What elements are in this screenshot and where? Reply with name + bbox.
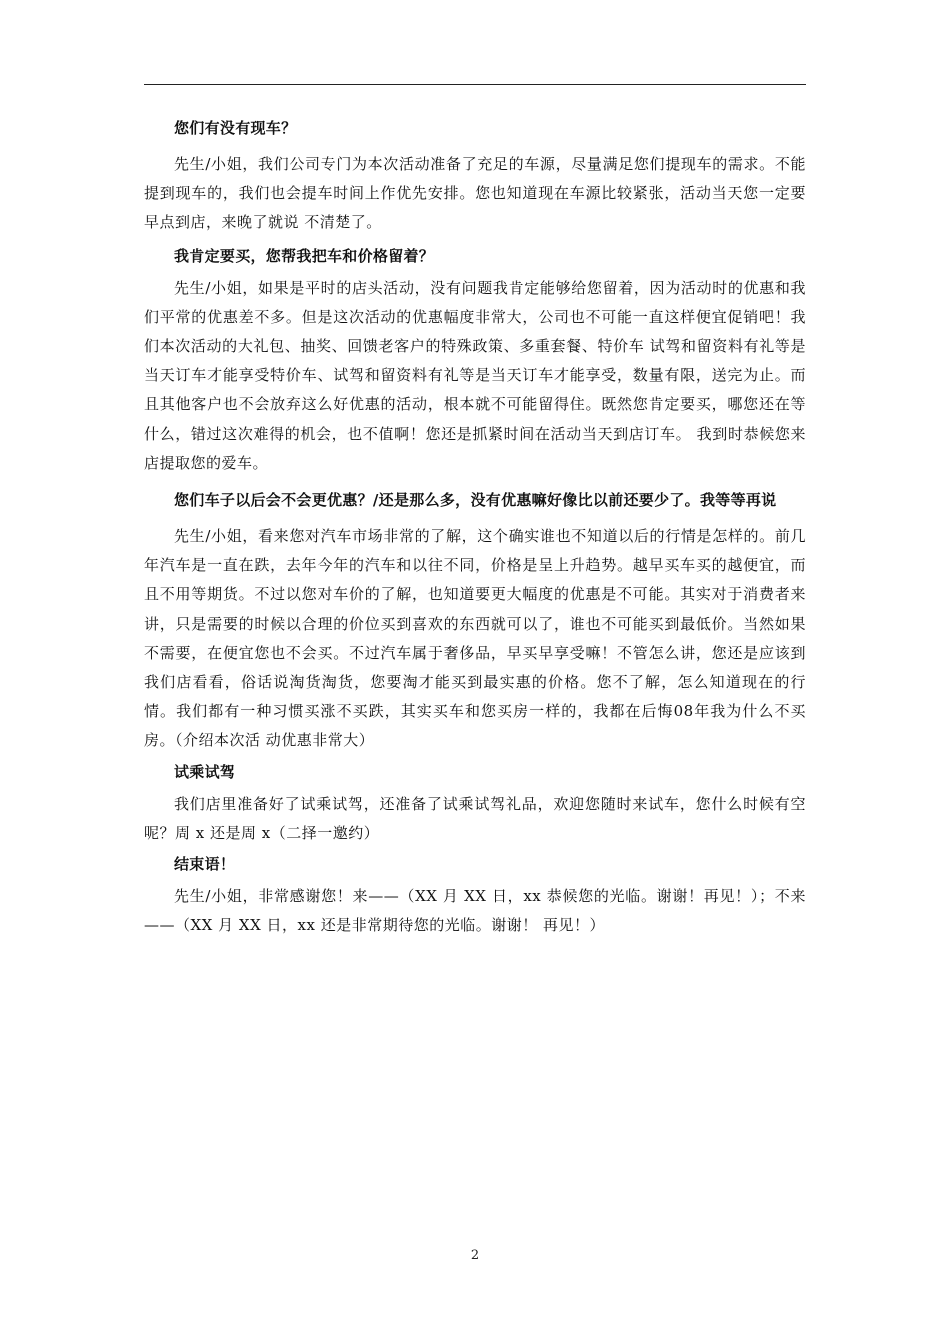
section-paragraph: 先生/小姐，非常感谢您！来——（XX 月 XX 日，xx 恭候您的光临。谢谢！再见！）；不来——（XX 月 XX 日，xx 还是非常期待您的光临。谢谢！ 再见！） xyxy=(144,887,806,935)
header-rule xyxy=(144,84,806,85)
section-heading: 您们有没有现车？ xyxy=(174,119,297,137)
section-heading: 试乘试驾 xyxy=(174,762,236,781)
section-heading: 结束语！ xyxy=(174,855,236,874)
page-number: 2 xyxy=(470,1248,480,1263)
section-paragraph: 先生/小姐，看来您对汽车市场非常的了解，这个确实谁也不知道以后的行情是怎样的。前几年汽车是一直在跌，去年今年的汽车和以往不同，价格是呈上升趋势。越早买车买的越便宜，而且不用等期货。不过以您对车价的了解，也知道要更大幅度的优惠是不可能。其实对于消费者来讲，只是需要的时候以合理的价位买到喜欢的东西就可以了，谁也不可能买到最低价。当然如果不需要，在便宜您也不会买。不过汽车属于奢侈品，早买早享受嘛！不管怎么讲，您还是应该到我们店看看，俗话说淘货淘货，您要淘才能买到最实惠的价格。您不了解，怎么知道现在的行情。我们都有一种习惯买涨不买跌，其实买车和您买房一样的，我都在后悔08年我为什么不买房。（介绍本次活 动优惠非常大） xyxy=(144,527,806,750)
section-heading: 您们车子以后会不会更优惠？/还是那么多，没有优惠嘛好像比以前还要少了。我等等再说 xyxy=(174,491,777,510)
section-paragraph: 先生/小姐，我们公司专门为本次活动准备了充足的车源，尽量满足您们提现车的需求。不能提到现车的，我们也会提车时间上作优先安排。您也知道现在车源比较紧张，活动当天您一定要早点到店，来晚了就说 不清楚了。 xyxy=(144,155,806,232)
section-paragraph: 我们店里准备好了试乘试驾，还准备了试乘试驾礼品，欢迎您随时来试车，您什么时候有空呢？周 x 还是周 x（二择一邀约） xyxy=(144,794,806,842)
section-heading: 我肯定要买，您帮我把车和价格留着？ xyxy=(174,246,435,265)
document-body xyxy=(144,118,806,940)
section-paragraph: 先生/小姐，如果是平时的店头活动，没有问题我肯定能够给您留着，因为活动时的优惠和我们平常的优惠差不多。但是这次活动的优惠幅度非常大，公司也不可能一直这样便宜促销吧！我们本次活动的大礼包、抽奖、回馈老客户的特殊政策、多重套餐、特价车 试驾和留资料有礼等是当天订车才能享受特价车、试驾和留资料有礼等是当天订车才能享受，数量有限，送完为止。而且其他客户也不会放弃这么好优惠的活动，根本就不可能留得住。既然您肯定要买，哪您还在等什么，错过这次难得的机会，也不值啊！您还是抓紧时间在活动当天到店订车。 我到时恭候您来店提取您的爱车。 xyxy=(144,278,806,472)
